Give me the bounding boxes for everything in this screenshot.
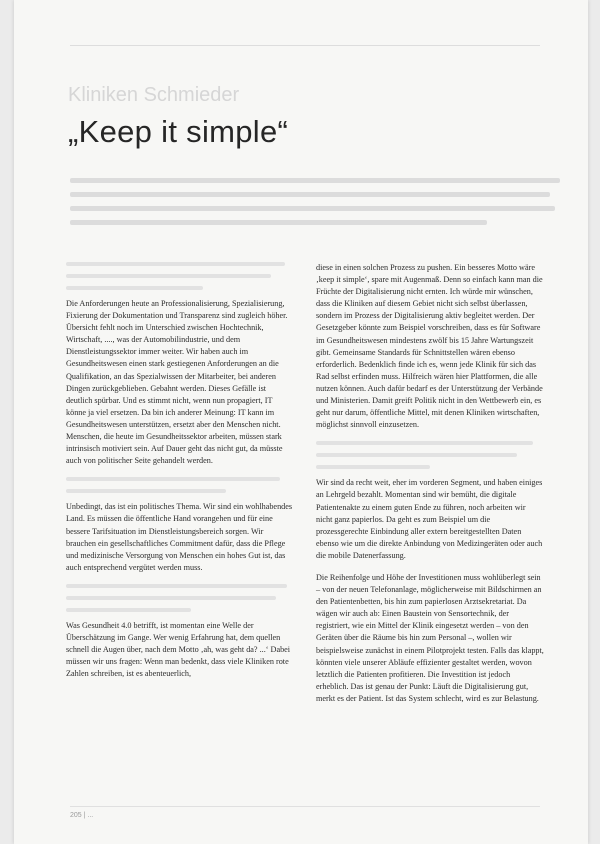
answer-paragraph: Wir sind da recht weit, eher im vorderen Segment, und haben einiges an Lehrgeld bezahlt. Momentan sind wir bemüht, die digitale Patientenakte zu einem guten Ende zu führen, noch arbeiten wir nicht ganz papierlos. Da geht es zum Beispiel um die prozessgerechte Einbindung aller extern bereitgestellten Daten ebenso wie um die direkte Anbindung von Medizingeräten oder auch die mobile Datenerfassung. [316,478,543,560]
article-kicker: Kliniken Schmieder [68,84,240,106]
answer-paragraph: Unbedingt, das ist ein politisches Thema. Wir sind ein wohlhabendes Land. Es müssen die öffentliche Hand vorangehen und für eine bessere Tarifsituation im Dienstleistungsbereich sorgen. Wir brauchen ein gesellschaftliches Commitment dafür, dass die Pflege und medizinische Versorgung von Menschen ein hohes Gut ist, das auch entsprechend vergütet werden muss. [66,502,293,572]
header-rule [70,45,540,46]
footer-rule [70,806,540,807]
left-column [66,262,294,690]
question-faint [316,441,544,469]
magazine-page [14,0,588,844]
article-headline: „Keep it simple“ [68,114,289,149]
answer-paragraph: Die Reihenfolge und Höhe der Investitionen muss wohlüberlegt sein – von der neuen Telefonanlage, möglicherweise mit Bildschirmen an den Patientenbetten, bis hin zum papierlosen Arztsekretariat. Da wägen wir auch ab: Einen Baustein von Sensortechnik, der registriert, wie ein Mittel der Klinik eingesetzt werden – von den Geräten über die Räume bis hin zum Personal –, wollen wir beispielsweise zunächst in einem Pilotprojekt testen. Falls das klappt, könnten viele unserer Abläufe effizienter gestaltet werden, wovon letztlich die Patienten profitieren. Die Investition ist jedoch erheblich. Das ist genau der Punkt: Läuft die Digitalisierung gut, merkt es der Patient. Ist das System schlecht, wird es zur Belastung. [316,572,544,703]
question-faint [66,477,294,493]
page-number: 205 | ... [70,812,94,819]
answer-paragraph: diese in einen solchen Prozess zu pushen. Ein besseres Motto wäre ‚keep it simple‘, spare mit Augenmaß. Denn so einfach kann man die Früchte der Digitalisierung nicht ernten. Ich würde mir wünschen, dass die Kliniken auf diesem Gebiet nicht sich selbst überlassen, sondern im Prozess der Digitalisierung aktiv begleitet werden. Der Gesetzgeber könnte zum Beispiel vorschreiben, dass es für Software im Gesundheitswesen mindestens zwölf bis 15 Jahre Wartungszeit gibt. Gemeinsame Standards für Schnittstellen wären ebenso erforderlich. Bedenklich finde ich es, wenn jede Klinik für sich das Rad selbst erfinden muss. Hilfreich wären hier Plattformen, die alle nutzen können. Auch dafür bedarf es der Unterstützung der Verbände und Ministerien. Damit greift Politik nicht in den Wettbewerb ein, es geht nur darum, öffentliche Mittel, mit denen Kliniken wirtschaften, möglichst sinnvoll einzusetzen. [316,263,543,430]
answer-paragraph: Was Gesundheit 4.0 betrifft, ist momentan eine Welle der Überschätzung im Gange. Wer wenig Erfahrung hat, dem quellen schnell die Augen über, nach dem Motto ‚ah, was geht da? ...‘ Dabei müssen wir uns fragen: Wenn man bedenkt, dass viele Kliniken rote Zahlen schreiben, ist es abenteuerlich, [66,620,291,679]
right-column [316,262,544,715]
question-faint [66,584,294,612]
answer-paragraph: Die Anforderungen heute an Professionalisierung, Spezialisierung, Fixierung der Dokumentation und Transparenz sind zugleich höher. Übersicht fehlt noch im Unterschied zwischen Hochtechnik, Wirtschaft, ...., was der Automobilindustrie, und dem Dienstleistungssektor immer weiter. Wir haben auch im Gesundheitswesen einen stark gestiegenen Anforderungen an die Qualifikation, an das Spezialwissen der Mitarbeiter, bei anderen Dingen zurückgeblieben. Gebahnt werden. Dieses Gefälle ist deutlich spürbar. Und es stimmt nicht, wenn nun propagiert, IT könne ja viel ersetzen. Da bin ich anderer Meinung: IT kann im Gesundheitswesen unterstützen, ersetzt aber den Menschen nicht. Menschen, die heute im Gesundheitssektor arbeiten, müssen stark intrinsisch motiviert sein. Auf Dauer geht das nicht gut, da müsste auch von politischer Seite gehandelt werden. [66,299,288,466]
question-faint [66,262,294,290]
lead-paragraph-faint [70,178,560,234]
